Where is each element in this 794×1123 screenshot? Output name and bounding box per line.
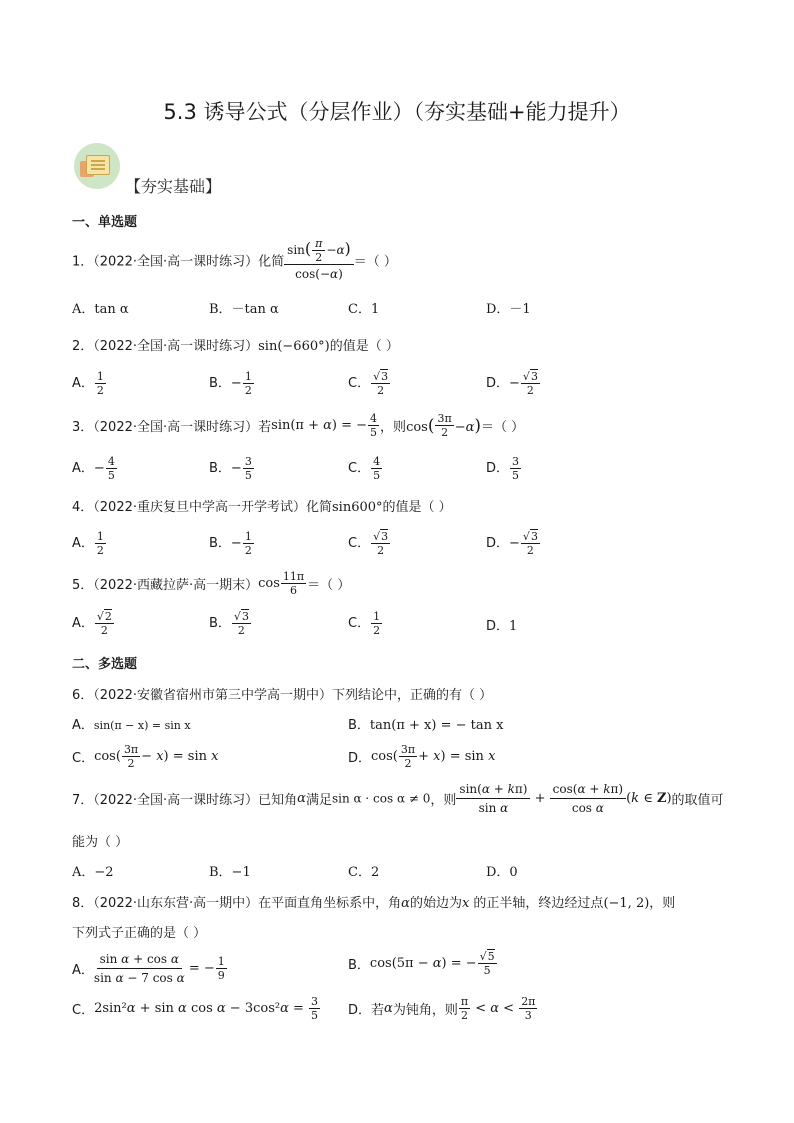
q1-option-c[interactable]: C．1 — [348, 302, 380, 317]
q3-option-c[interactable]: C． $\frac{4}{5}$ — [348, 455, 381, 482]
q8-option-d[interactable]: D．若α为钝角，则 $\frac{\pi}{2}$ < α < $\frac{2\pi}{3}$ — [348, 995, 536, 1022]
q7-option-b[interactable]: B．−1 — [209, 865, 251, 880]
q4-option-a[interactable]: A． $\frac{1}{2}$ — [72, 530, 104, 557]
notebook-icon — [74, 143, 120, 189]
q4-option-b[interactable]: B．− $\frac{1}{2}$ — [209, 530, 252, 557]
heading-single-choice: 一、单选题 — [72, 215, 138, 230]
q2-option-b[interactable]: B．− $\frac{1}{2}$ — [209, 370, 252, 397]
q6-option-c[interactable]: C．cos( $\frac{3\pi}{2}$ − x) = sin x — [72, 743, 219, 770]
q3-option-b[interactable]: B．− $\frac{3}{5}$ — [209, 455, 252, 482]
page-title: 5.3 诱导公式（分层作业）（夯实基础+能力提升） — [163, 100, 631, 124]
heading-multi-choice: 二、多选题 — [72, 657, 138, 672]
q3-option-a[interactable]: A．− $\frac{4}{5}$ — [72, 455, 115, 482]
q1-option-b[interactable]: B．－tan α — [209, 302, 279, 317]
q4-option-d[interactable]: D．− $\frac{√3}{2}$ — [486, 530, 538, 557]
q1-expression: sin( $\frac{\pi}{2}$ −α) cos(−α) — [284, 237, 354, 283]
q2-option-c[interactable]: C． $\frac{√3}{2}$ — [348, 370, 389, 397]
q7-option-a[interactable]: A．−2 — [72, 865, 114, 880]
q6-option-a[interactable]: A．sin(π − x) = sin x — [72, 718, 191, 733]
q1-option-a[interactable]: A．tan α — [72, 302, 129, 317]
q7-option-c[interactable]: C．2 — [348, 865, 380, 880]
question-8: 8．（2022·山东东营·高一期中）在平面直角坐标系中，角α的始边为x 的正半轴，终边经过点(−1, 2)，则 — [72, 896, 676, 911]
q2-option-a[interactable]: A． $\frac{1}{2}$ — [72, 370, 104, 397]
q1-option-d[interactable]: D．－1 — [486, 302, 531, 317]
question-7-line-2: 能为（ ） — [72, 835, 129, 850]
q8-option-a[interactable]: A． $\frac{\text{sin α + cos α}}{\text{sin α − 7 cos α}}$ = − $\frac{1}{9}$ — [72, 952, 225, 985]
q5-option-b[interactable]: B． $\frac{√3}{2}$ — [209, 610, 249, 637]
q8-option-c[interactable]: C．2sin²α + sin α cos α − 3cos²α = $\frac{3}{5}$ — [72, 995, 319, 1022]
question-4: 4．（2022·重庆复旦中学高一开学考试）化简sin600°的值是（ ） — [72, 500, 452, 515]
q8-option-b[interactable]: B．cos(5π − α) = − $\frac{√5}{5}$ — [348, 950, 495, 977]
q5-option-d[interactable]: D．1 — [486, 619, 518, 634]
question-2: 2．（2022·全国·高一课时练习）sin(−660°)的值是（ ） — [72, 339, 399, 354]
question-1: 1．（2022·全国·高一课时练习）化简 sin( $\frac{\pi}{2}$ −α) cos(−α) ＝（ ） — [72, 237, 397, 281]
q6-option-d[interactable]: D．cos( $\frac{3\pi}{2}$ + x) = sin x — [348, 743, 496, 770]
q3-option-d[interactable]: D． $\frac{3}{5}$ — [486, 455, 520, 482]
q7-option-d[interactable]: D．0 — [486, 865, 518, 880]
q2-option-d[interactable]: D．− $\frac{√3}{2}$ — [486, 370, 538, 397]
question-3: 3．（2022·全国·高一课时练习）若sin(π + α) = − $\frac{4}{5}$ ，则cos( $\frac{3\pi}{2}$ −α)＝（ ） — [72, 412, 525, 439]
q6-option-b[interactable]: B．tan(π + x) = − tan x — [348, 718, 504, 733]
question-8-line-2: 下列式子正确的是（ ） — [72, 926, 207, 941]
section-title: 【夯实基础】 — [125, 177, 222, 196]
q5-option-c[interactable]: C． $\frac{1}{2}$ — [348, 610, 381, 637]
q5-option-a[interactable]: A． $\frac{√2}{2}$ — [72, 610, 112, 637]
question-7: 7．（2022·全国·高一课时练习）已知角α满足sin α · cos α ≠ 0，则 $\frac{\sin(\alpha + k\pi)}{\text{sin α}}$ + $\frac{\cos(\alpha + k\pi)}{\text{cos α}}$ (k ∈ Z)的取值可 — [72, 782, 724, 815]
question-5: 5．（2022·西藏拉萨·高一期末）cos $\frac{11\pi}{6}$ ＝（ ） — [72, 570, 351, 597]
question-6: 6．（2022·安徽省宿州市第三中学高一期中）下列结论中，正确的有（ ） — [72, 688, 493, 703]
q4-option-c[interactable]: C． $\frac{√3}{2}$ — [348, 530, 389, 557]
